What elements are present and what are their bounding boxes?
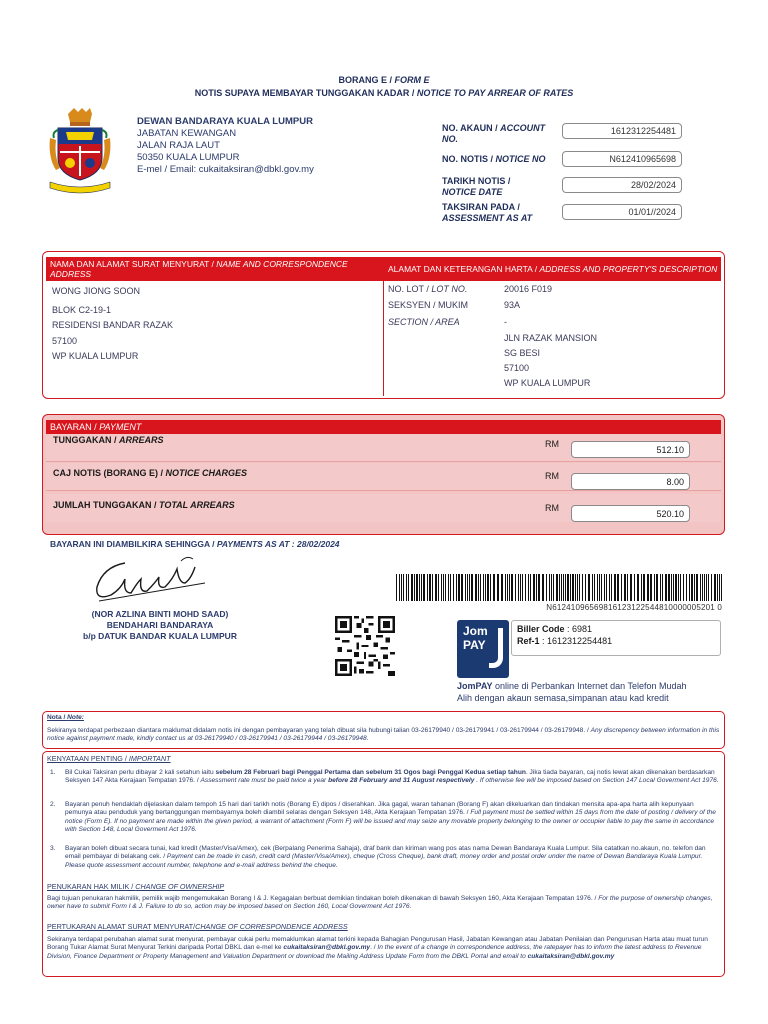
item-number: 2. (50, 801, 56, 808)
ownership-heading: PENUKARAN HAK MILIK / CHANGE OF OWNERSHIP (47, 882, 225, 891)
notice-charges-label: CAJ NOTIS (BORANG E) / NOTICE CHARGES (53, 468, 248, 478)
dbkl-crest-logo (48, 108, 112, 196)
section-area-label: SECTION / AREA (388, 317, 460, 327)
jompay-logo-bottom: PAY (463, 638, 486, 652)
important-item-3: Bayaran boleh dibuat secara tunai, kad kredit (Master/Visa/Amex), cek (Berpalang Penerima Sahaja), draf bank dan kiriman wang pos atas nama Dewan Bandaraya Kuala Lumpur. Sila catatkan no.akaun, no. telefon dan email pembayar di belakang cek. / Payment can be made in cash, credit card (Master/Visa/Amex), cheque (Cross Cheque), bank draft, money order and postal order under the name of Dewan Bandaraya Kuala Lumpur. Please quote assessment account number, telephone and e-mail address behind the cheque. (65, 845, 706, 869)
notice-charges-amount: 8.00 (571, 473, 690, 490)
assessment-label: TAKSIRAN PADA / ASSESSMENT AS AT (442, 202, 533, 223)
notice-no-label: NO. NOTIS / NOTICE NO (442, 154, 546, 164)
currency-label: RM (545, 439, 559, 449)
property-address-heading: ALAMAT DAN KETERANGAN HARTA / ADDRESS AND PROPERTY'S DESCRIPTION (388, 264, 718, 274)
signatory-behalf: b/p DATUK BANDAR KUALA LUMPUR (83, 631, 237, 641)
note-heading: Nota / Note: (47, 714, 85, 721)
section-area-value: - (504, 317, 507, 327)
payments-as-at: BAYARAN INI DIAMBILKIRA SEHINGGA / PAYMENTS AS AT : 28/02/2024 (50, 539, 340, 549)
ref-label: Ref-1 (517, 636, 540, 646)
account-no-label: NO. AKAUN / ACCOUNT NO. (442, 123, 546, 144)
jompay-logo-top: Jom (463, 624, 488, 638)
signatory-name: (NOR AZLINA BINTI MOHD SAAD) (91, 609, 229, 619)
biller-info-box (511, 620, 721, 656)
jompay-logo (457, 620, 509, 678)
lot-no-label: NO. LOT / LOT NO. (388, 284, 468, 294)
org-dept: JABATAN KEWANGAN (137, 128, 237, 139)
form-title-en: FORM E (394, 75, 430, 85)
note-text: Sekiranya terdapat perbezaan diantara maklumat didalam notis ini dengan pembayaran yang telah dibuat sila hubungi talian 03-26179940 / 03-26179941 / 03-26179944 / 03-26179948. / Any discrepency between information in this notice against payment made, kindly contact us at 03-26179940 / 03-26179941 / 03-26179944 / 03-26179948. (47, 727, 720, 743)
currency-label: RM (545, 471, 559, 481)
payment-header: BAYARAN / PAYMENT (46, 420, 721, 434)
notice-title-en: NOTICE TO PAY ARREAR OF RATES (416, 88, 574, 98)
owner-name: WONG JIONG SOON (52, 286, 141, 296)
correspondence-address-heading: NAMA DAN ALAMAT SURAT MENYURAT / NAME AND CORRESPONDENCE ADDRESS (50, 259, 348, 279)
total-arrears-amount: 520.10 (571, 505, 690, 522)
arrears-label: TUNGGAKAN / ARREARS (53, 435, 164, 445)
notice-no-field: N612410965698 (562, 151, 682, 167)
org-name: DEWAN BANDARAYA KUALA LUMPUR (137, 116, 313, 127)
notice-title (0, 88, 768, 98)
qr-code (335, 616, 395, 676)
form-title (0, 75, 768, 85)
address-change-heading: PERTUKARAN ALAMAT SURAT MENYURAT/CHANGE OF CORRESPONDENCE ADDRESS (47, 922, 348, 931)
jompay-description: JomPAY online di Perbankan Internet dan Telefon Mudah Alih dengan akaun semasa,simpanan atau kad kredit (457, 681, 687, 703)
jompay-j-mark (489, 628, 503, 668)
form-title-ms: BORANG E / (338, 75, 395, 85)
seksyen-value: 93A (504, 300, 521, 310)
ref-value: : 1612312254481 (539, 636, 613, 646)
item-number: 3. (50, 845, 56, 852)
property-address-line: 57100 (504, 363, 530, 373)
mail-address-line: 57100 (52, 336, 78, 346)
arrears-amount: 512.10 (571, 441, 690, 458)
property-address-line: WP KUALA LUMPUR (504, 378, 591, 388)
payment-barcode (396, 574, 722, 601)
biller-code-label: Biller Code (517, 624, 565, 634)
lot-no-value: 20016 F019 (504, 284, 553, 294)
notice-date-label: TARIKH NOTIS / NOTICE DATE (442, 176, 511, 197)
notice-title-ms: NOTIS SUPAYA MEMBAYAR TUNGGAKAN KADAR / (194, 88, 417, 98)
signatory-title: BENDAHARI BANDARAYA (106, 620, 214, 630)
currency-label: RM (545, 503, 559, 513)
important-heading: KENYATAAN PENTING / IMPORTANT (47, 754, 171, 763)
mail-address-line: WP KUALA LUMPUR (52, 351, 139, 361)
mail-address-line: RESIDENSI BANDAR RAZAK (52, 320, 174, 330)
assessment-date-field: 01/01//2024 (562, 204, 682, 220)
total-arrears-label: JUMLAH TUNGGAKAN / TOTAL ARREARS (53, 500, 235, 510)
signature-image (85, 553, 215, 609)
item-number: 1. (50, 769, 56, 776)
property-address-line: SG BESI (504, 348, 541, 358)
important-item-2: Bayaran penuh hendaklah dijelaskan dalam tempoh 15 hari dari tarikh notis (Borang E) dipos / diserahkan. Jika gagal, waran tahanan (Borang F) akan dikeluarkan dan tindakan mensita apa-apa harta alih kepunyaan pemunya atau penduduk yang bertanggungan membayarnya boleh diambil selaras dengan Seksyen 148, Akta Kerajaan Tempatan 1976. / Full payment must be settled within 15 days from the date of posting / delivery of the notice (Form E). If no payment are made within the given period, a warrant of attachment (Form F) will be issued and may seize any movable property belonging to the owner or occupier liable to pay the same in accordance with Section 148, Local Goverment Act 1976. (65, 801, 716, 834)
property-address-line: JLN RAZAK MANSION (504, 333, 598, 343)
org-city: 50350 KUALA LUMPUR (137, 152, 240, 163)
notice-date-field: 28/02/2024 (562, 177, 682, 193)
account-no-field: 1612312254481 (562, 123, 682, 139)
mail-address-line: BLOK C2-19-1 (52, 305, 112, 315)
important-item-1: Bil Cukai Taksiran perlu dibayar 2 kali setahun iaitu sebelum 28 Februari bagi Penggal Pertama dan sebelum 31 Ogos bagi Penggal Kedua setiap tahun. Jika tiada bayaran, caj notis lewat akan dikenakan berdasarkan Seksyen 147 Akta Kerajaan Tempatan 1976. / Assessment rate must be paid twice a year before 28 February and 31 August respectively . If otherwise fee will be imposed based on Section 147 Local Goverment Act 1976. (65, 769, 719, 785)
barcode-number: N61241096569816123122544810000005201 0 (546, 603, 722, 612)
address-divider (383, 281, 384, 396)
biller-code-value: : 6981 (564, 624, 593, 634)
org-email: E-mel / Email: cukaitaksiran@dbkl.gov.my (137, 164, 314, 175)
org-street: JALAN RAJA LAUT (137, 140, 220, 151)
ownership-text: Bagi tujuan penukaran hakmilik, pemilik wajib mengemukakan Borang I & J. Kegagalan berbuat demikian tindakan boleh dikenakan di bawah Seksyen 160, Akta Kerajaan Tempatan 1976. / For the purpose of ownership changes, owner have to submit Form I & J. Failure to do so, action may be imposed based on Section 160, Local Goverment Act 1976. (47, 895, 713, 911)
address-change-text: Sekiranya terdapat perubahan alamat surat menyurat, pembayar cukai perlu memaklumkan alamat terkini kepada Bahagian Pengurusan Hasil, Jabatan Kewangan atau Jabatan Penilaian dan Pengurusan Harta atau muat turun Borang Tukar Alamat Surat Menyurat Terkini daripada Portal DBKL dan e-mel ke cukaitaksiran@dbkl.gov.my. / In the event of a change in correspondence address, the ratepayer has to inform the latest address to Revenue Division, Finance Department or Property Management and Valuation Department or download the Mailing Address Update Form from the DBKL Portal and email to cukaitaksiran@dbkl.gov.my (47, 936, 708, 960)
seksyen-label: SEKSYEN / MUKIM (388, 300, 469, 310)
